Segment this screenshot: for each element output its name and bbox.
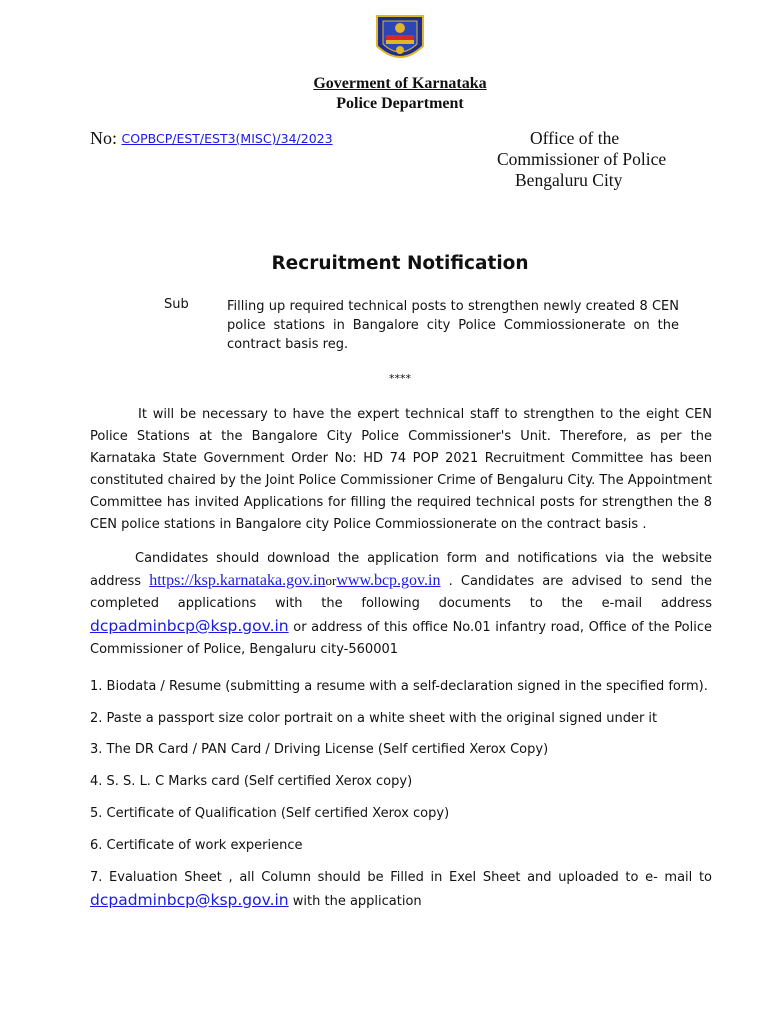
item7-text: 7. Evaluation Sheet , all Column should be Filled in Exel Sheet and uploaded to e- mail to [90, 870, 712, 885]
email-link[interactable]: dcpadminbcp@ksp.gov.in [90, 617, 289, 635]
list-item: 3. The DR Card / PAN Card / Driving License (Self certified Xerox Copy) [90, 742, 549, 757]
office-line-1: Office of the [530, 128, 620, 148]
no-label: No: [90, 128, 117, 148]
reference-link[interactable]: COPBCP/EST/EST3(MISC)/34/2023 [121, 131, 333, 146]
reference-number [90, 128, 333, 149]
list-item: 4. S. S. L. C Marks card (Self certified Xerox copy) [90, 774, 413, 789]
list-item: 5. Certificate of Qualification (Self certified Xerox copy) [90, 806, 450, 821]
list-item-7 [90, 867, 712, 913]
separator: **** [389, 372, 411, 385]
page-title: Recruitment Notification [271, 253, 529, 274]
office-line-3: Bengaluru City [515, 170, 623, 190]
instructions-intro: Candidates should download the application form and notifications via the website address [90, 551, 712, 589]
subject-text: Filling up required technical posts to strengthen newly created 8 CEN police stations in Bangalore city Police Commiossionerate on the contract basis reg. [227, 299, 679, 352]
intro-paragraph [90, 404, 712, 536]
or-text: or [325, 573, 337, 588]
police-emblem-icon [371, 12, 429, 66]
instructions-end: or address of this office No.01 infantry road, Office of the Police Commissioner of Police, Bengaluru city-560001 [90, 620, 712, 657]
list-item: 1. Biodata / Resume (submitting a resume with a self-declaration signed in the specified form). [90, 679, 708, 694]
website-link-ksp[interactable]: https://ksp.karnataka.gov.in [149, 572, 326, 589]
list-item: 2. Paste a passport size color portrait on a white sheet with the original signed under it [90, 711, 658, 726]
government-name: Goverment of Karnataka [313, 75, 487, 92]
website-link-bcp[interactable]: www.bcp.gov.in [336, 572, 441, 589]
office-line-2: Commissioner of Police [497, 149, 667, 169]
subject-label: Sub [164, 297, 189, 312]
instructions-mid: . Candidates are advised to send the completed applications with the following documents to the e-mail address [90, 574, 712, 611]
instructions-paragraph [90, 548, 712, 661]
email-link-2[interactable]: dcpadminbcp@ksp.gov.in [90, 891, 289, 909]
department-name: Police Department [336, 95, 464, 112]
government-header [0, 74, 768, 114]
intro-text: It will be necessary to have the expert technical staff to strengthen to the eight CEN Police Stations at the Bangalore City Police Commissioner's Unit. Therefore, as per the Karnataka State Government Order No: HD 74 POP 2021 Recruitment Committee has been constituted chaired by the Joint Police Commissioner Crime of Bengaluru City. The Appointment Committee has invited Applications for filling the required technical posts for strengthen the 8 CEN police stations in Bangalore city Police Commiossionerate on the contract basis . [90, 407, 713, 532]
list-item: 6. Certificate of work experience [90, 838, 303, 853]
item7-end: with the application [288, 894, 422, 909]
